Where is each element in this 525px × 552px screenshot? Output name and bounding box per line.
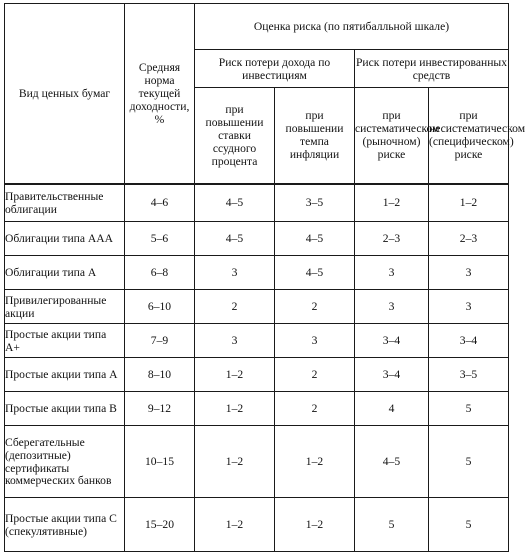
cell-systematic-risk: 3–4 [355, 324, 429, 358]
table-row [5, 290, 509, 324]
cell-inflation-risk: 3–5 [275, 184, 355, 222]
cell-average-yield: 10–15 [125, 426, 195, 498]
cell-systematic-risk: 3–4 [355, 358, 429, 392]
cell-nonsystematic-risk: 5 [429, 426, 509, 498]
cell-security-name: Привилегированные акции [5, 290, 125, 324]
cell-average-yield: 8–10 [125, 358, 195, 392]
cell-nonsystematic-risk: 3 [429, 256, 509, 290]
header-inflation-increase: при повышении темпа инфляции [275, 88, 355, 184]
cell-inflation-risk: 2 [275, 290, 355, 324]
cell-systematic-risk: 3 [355, 290, 429, 324]
cell-inflation-risk: 4–5 [275, 222, 355, 256]
table-row [5, 498, 509, 552]
cell-average-yield: 15–20 [125, 498, 195, 552]
cell-average-yield: 5–6 [125, 222, 195, 256]
cell-nonsystematic-risk: 5 [429, 392, 509, 426]
header-income-loss-risk: Риск потери дохода по инвестициям [195, 50, 355, 88]
cell-systematic-risk: 5 [355, 498, 429, 552]
table-body [5, 184, 509, 552]
table-row [5, 392, 509, 426]
cell-loan-rate-risk: 1–2 [195, 426, 275, 498]
table-row [5, 256, 509, 290]
cell-average-yield: 6–10 [125, 290, 195, 324]
cell-nonsystematic-risk: 2–3 [429, 222, 509, 256]
table-row [5, 358, 509, 392]
cell-systematic-risk: 2–3 [355, 222, 429, 256]
cell-security-name: Облигации типа ААА [5, 222, 125, 256]
header-security-type: Вид ценных бумаг [5, 4, 125, 184]
cell-systematic-risk: 4–5 [355, 426, 429, 498]
cell-nonsystematic-risk: 3 [429, 290, 509, 324]
cell-inflation-risk: 3 [275, 324, 355, 358]
cell-inflation-risk: 4–5 [275, 256, 355, 290]
table-row [5, 184, 509, 222]
cell-systematic-risk: 3 [355, 256, 429, 290]
risk-assessment-table [4, 3, 525, 552]
cell-nonsystematic-risk: 3–5 [429, 358, 509, 392]
header-systematic-risk: при систематическом (рыночном) риске [355, 88, 429, 184]
cell-security-name: Сберегательные (депозитные) сертификаты коммерческих банков [5, 426, 125, 498]
cell-loan-rate-risk: 2 [195, 290, 275, 324]
cell-average-yield: 9–12 [125, 392, 195, 426]
cell-loan-rate-risk: 3 [195, 256, 275, 290]
cell-inflation-risk: 1–2 [275, 498, 355, 552]
cell-loan-rate-risk: 4–5 [195, 222, 275, 256]
cell-average-yield: 7–9 [125, 324, 195, 358]
cell-loan-rate-risk: 1–2 [195, 498, 275, 552]
header-loan-rate-increase: при повышении ставки ссудного процента [195, 88, 275, 184]
table-row [5, 324, 509, 358]
cell-security-name: Облигации типа А [5, 256, 125, 290]
cell-nonsystematic-risk: 3–4 [429, 324, 509, 358]
cell-inflation-risk: 2 [275, 358, 355, 392]
cell-nonsystematic-risk: 5 [429, 498, 509, 552]
cell-inflation-risk: 1–2 [275, 426, 355, 498]
cell-security-name: Простые акции типа А+ [5, 324, 125, 358]
cell-security-name: Правительственные облигации [5, 184, 125, 222]
header-nonsystematic-risk: при несистематическом (специфическом) риске [429, 88, 509, 184]
cell-security-name: Простые акции типа В [5, 392, 125, 426]
cell-loan-rate-risk: 1–2 [195, 358, 275, 392]
cell-systematic-risk: 1–2 [355, 184, 429, 222]
cell-inflation-risk: 2 [275, 392, 355, 426]
cell-security-name: Простые акции типа А [5, 358, 125, 392]
table-row [5, 222, 509, 256]
cell-security-name: Простые акции типа С (спекулятивные) [5, 498, 125, 552]
header-average-yield: Средняя норма текущей доходности, % [125, 4, 195, 184]
cell-loan-rate-risk: 3 [195, 324, 275, 358]
cell-nonsystematic-risk: 1–2 [429, 184, 509, 222]
cell-average-yield: 6–8 [125, 256, 195, 290]
table-row [5, 426, 509, 498]
header-risk-assessment: Оценка риска (по пятибалльной шкале) [195, 4, 509, 50]
cell-loan-rate-risk: 4–5 [195, 184, 275, 222]
cell-loan-rate-risk: 1–2 [195, 392, 275, 426]
cell-average-yield: 4–6 [125, 184, 195, 222]
header-invested-funds-loss-risk: Риск потери инвестированных средств [355, 50, 509, 88]
cell-systematic-risk: 4 [355, 392, 429, 426]
